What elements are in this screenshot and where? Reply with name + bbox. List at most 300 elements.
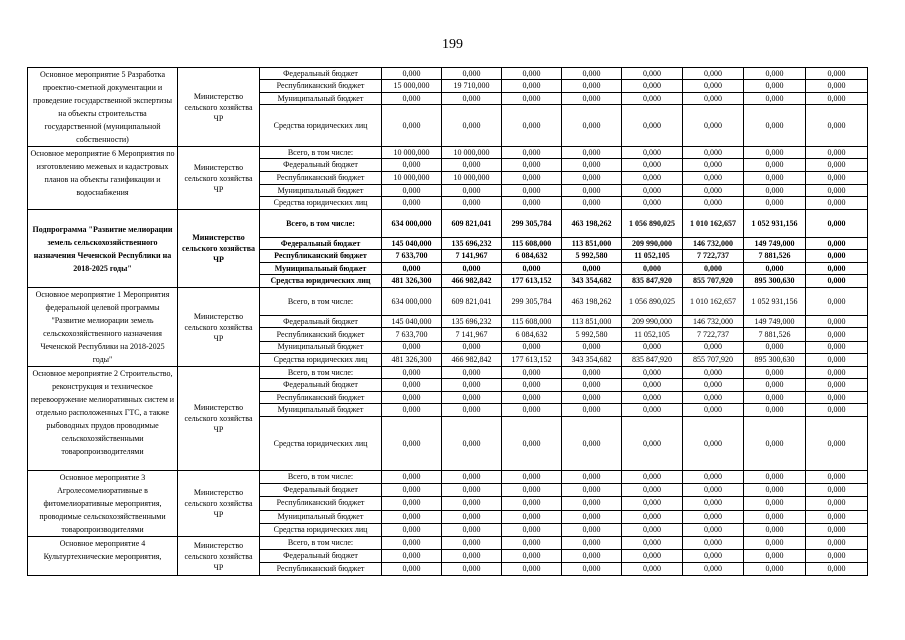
amount-cell: 0,000: [502, 147, 562, 159]
amount-cell: 0,000: [382, 379, 442, 392]
amount-cell: 0,000: [502, 417, 562, 471]
amount-cell: 146 732,000: [683, 316, 744, 328]
amount-cell: 0,000: [806, 93, 868, 105]
amount-cell: 0,000: [683, 523, 744, 536]
amount-cell: 0,000: [442, 93, 502, 105]
amount-cell: 0,000: [683, 341, 744, 353]
table-row: [28, 367, 868, 379]
amount-cell: 7 141,967: [442, 328, 502, 341]
table-row: [28, 68, 868, 80]
amount-cell: 0,000: [622, 185, 683, 197]
amount-cell: 5 992,580: [562, 250, 622, 263]
amount-cell: 463 198,262: [562, 288, 622, 316]
page-number: 199: [442, 37, 463, 52]
amount-cell: 0,000: [806, 250, 868, 263]
amount-cell: 0,000: [442, 105, 502, 147]
amount-cell: 0,000: [744, 404, 806, 417]
funding-source-cell: Всего, в том числе:: [260, 367, 382, 379]
amount-cell: 0,000: [562, 510, 622, 523]
amount-cell: 0,000: [683, 404, 744, 417]
amount-cell: 0,000: [806, 497, 868, 510]
amount-cell: 0,000: [502, 93, 562, 105]
amount-cell: 0,000: [622, 159, 683, 172]
amount-cell: 0,000: [502, 392, 562, 404]
amount-cell: 0,000: [622, 197, 683, 210]
funding-source-cell: Муниципальный бюджет: [260, 93, 382, 105]
amount-cell: 0,000: [683, 105, 744, 147]
amount-cell: 0,000: [806, 510, 868, 523]
amount-cell: 0,000: [744, 93, 806, 105]
amount-cell: 115 608,000: [502, 238, 562, 250]
activity-cell: Основное мероприятие 2 Строительство, реконструкция и техническое перевооружение мелиоративных систем и отдельно расположенных ГТС, а также рыбоводных прудов проводимые сельскохозяйственными товаропроизводителями: [28, 367, 178, 471]
amount-cell: 0,000: [683, 379, 744, 392]
amount-cell: 609 821,041: [442, 210, 502, 238]
amount-cell: 0,000: [622, 263, 683, 275]
amount-cell: 463 198,262: [562, 210, 622, 238]
amount-cell: 0,000: [442, 537, 502, 550]
funding-source-cell: Федеральный бюджет: [260, 550, 382, 563]
amount-cell: 7 141,967: [442, 250, 502, 263]
amount-cell: 0,000: [806, 275, 868, 288]
amount-cell: 0,000: [562, 379, 622, 392]
activity-cell: Основное мероприятие 4 Культуртехнические мероприятия,: [28, 537, 178, 576]
amount-cell: 209 990,000: [622, 316, 683, 328]
amount-cell: 0,000: [562, 563, 622, 576]
amount-cell: 0,000: [744, 367, 806, 379]
amount-cell: 177 613,152: [502, 353, 562, 366]
amount-cell: 0,000: [502, 471, 562, 484]
amount-cell: 0,000: [683, 510, 744, 523]
activity-cell: Основное мероприятие 6 Мероприятия по изготовлению межевых и кадастровых планов на объекты газификации и водоснабжения: [28, 147, 178, 210]
amount-cell: 0,000: [442, 497, 502, 510]
funding-source-cell: Всего, в том числе:: [260, 471, 382, 484]
amount-cell: 0,000: [502, 523, 562, 536]
amount-cell: 10 000,000: [382, 147, 442, 159]
amount-cell: 0,000: [502, 510, 562, 523]
amount-cell: 0,000: [806, 68, 868, 80]
amount-cell: 0,000: [806, 185, 868, 197]
amount-cell: 0,000: [562, 147, 622, 159]
amount-cell: 0,000: [744, 185, 806, 197]
amount-cell: 0,000: [382, 404, 442, 417]
amount-cell: 0,000: [562, 93, 622, 105]
amount-cell: 0,000: [442, 550, 502, 563]
executor-cell: Министерство сельского хозяйства ЧР: [178, 537, 260, 576]
amount-cell: 1 010 162,657: [683, 288, 744, 316]
amount-cell: 0,000: [744, 471, 806, 484]
amount-cell: 0,000: [442, 471, 502, 484]
amount-cell: 0,000: [442, 367, 502, 379]
amount-cell: 0,000: [442, 510, 502, 523]
amount-cell: 0,000: [382, 523, 442, 536]
executor-cell: Министерство сельского хозяйства ЧР: [178, 147, 260, 210]
amount-cell: 634 000,000: [382, 288, 442, 316]
amount-cell: 0,000: [442, 68, 502, 80]
amount-cell: 0,000: [502, 185, 562, 197]
amount-cell: 0,000: [744, 159, 806, 172]
funding-source-cell: Республиканский бюджет: [260, 80, 382, 93]
amount-cell: 0,000: [442, 185, 502, 197]
amount-cell: 0,000: [806, 367, 868, 379]
funding-source-cell: Муниципальный бюджет: [260, 341, 382, 353]
funding-source-cell: Средства юридических лиц: [260, 353, 382, 366]
amount-cell: 299 305,784: [502, 288, 562, 316]
amount-cell: 466 982,842: [442, 275, 502, 288]
amount-cell: 0,000: [622, 80, 683, 93]
amount-cell: 0,000: [502, 367, 562, 379]
amount-cell: 0,000: [683, 471, 744, 484]
amount-cell: 0,000: [744, 105, 806, 147]
amount-cell: 481 326,300: [382, 353, 442, 366]
amount-cell: 0,000: [382, 185, 442, 197]
amount-cell: 0,000: [744, 523, 806, 536]
amount-cell: 115 608,000: [502, 316, 562, 328]
funding-source-cell: Федеральный бюджет: [260, 316, 382, 328]
funding-source-cell: Федеральный бюджет: [260, 159, 382, 172]
amount-cell: 0,000: [744, 68, 806, 80]
amount-cell: 11 052,105: [622, 250, 683, 263]
amount-cell: 481 326,300: [382, 275, 442, 288]
amount-cell: 0,000: [683, 417, 744, 471]
amount-cell: 0,000: [806, 172, 868, 185]
amount-cell: 0,000: [744, 550, 806, 563]
amount-cell: 0,000: [806, 210, 868, 238]
amount-cell: 0,000: [442, 563, 502, 576]
amount-cell: 0,000: [382, 341, 442, 353]
funding-source-cell: Федеральный бюджет: [260, 484, 382, 497]
amount-cell: 0,000: [382, 417, 442, 471]
amount-cell: 1 052 931,156: [744, 210, 806, 238]
amount-cell: 0,000: [806, 392, 868, 404]
amount-cell: 0,000: [562, 537, 622, 550]
amount-cell: 0,000: [622, 341, 683, 353]
amount-cell: 0,000: [744, 263, 806, 275]
amount-cell: 0,000: [744, 510, 806, 523]
funding-source-cell: Республиканский бюджет: [260, 497, 382, 510]
amount-cell: 0,000: [502, 159, 562, 172]
funding-source-cell: Республиканский бюджет: [260, 392, 382, 404]
amount-cell: 0,000: [502, 497, 562, 510]
amount-cell: 149 749,000: [744, 238, 806, 250]
amount-cell: 0,000: [502, 197, 562, 210]
amount-cell: 0,000: [683, 68, 744, 80]
amount-cell: 609 821,041: [442, 288, 502, 316]
amount-cell: 0,000: [806, 80, 868, 93]
amount-cell: 0,000: [622, 404, 683, 417]
amount-cell: 7 633,700: [382, 250, 442, 263]
amount-cell: 0,000: [382, 263, 442, 275]
amount-cell: 0,000: [683, 93, 744, 105]
amount-cell: 11 052,105: [622, 328, 683, 341]
amount-cell: 1 010 162,657: [683, 210, 744, 238]
amount-cell: 0,000: [502, 550, 562, 563]
amount-cell: 0,000: [382, 197, 442, 210]
amount-cell: 0,000: [562, 367, 622, 379]
funding-source-cell: Федеральный бюджет: [260, 238, 382, 250]
amount-cell: 0,000: [683, 484, 744, 497]
amount-cell: 0,000: [806, 404, 868, 417]
amount-cell: 0,000: [683, 537, 744, 550]
amount-cell: 0,000: [744, 341, 806, 353]
amount-cell: 0,000: [683, 185, 744, 197]
amount-cell: 0,000: [806, 379, 868, 392]
executor-cell: Министерство сельского хозяйства ЧР: [178, 288, 260, 367]
amount-cell: 0,000: [562, 159, 622, 172]
amount-cell: 895 300,630: [744, 353, 806, 366]
amount-cell: 0,000: [683, 172, 744, 185]
executor-cell: Министерство сельского хозяйства ЧР: [178, 367, 260, 471]
funding-source-cell: Всего, в том числе:: [260, 210, 382, 238]
activity-cell: Основное мероприятие 5 Разработка проектно-сметной документации и проведение государственной экспертизы на объекты строительства государственной (муниципальной собственности): [28, 68, 178, 147]
amount-cell: 113 851,000: [562, 316, 622, 328]
amount-cell: 0,000: [806, 563, 868, 576]
amount-cell: 0,000: [806, 417, 868, 471]
amount-cell: 6 084,632: [502, 328, 562, 341]
amount-cell: 0,000: [744, 417, 806, 471]
amount-cell: 135 696,232: [442, 238, 502, 250]
funding-source-cell: Средства юридических лиц: [260, 523, 382, 536]
funding-source-cell: Федеральный бюджет: [260, 68, 382, 80]
amount-cell: 0,000: [562, 392, 622, 404]
amount-cell: 0,000: [382, 537, 442, 550]
amount-cell: 19 710,000: [442, 80, 502, 93]
table-row: [28, 537, 868, 550]
funding-source-cell: Республиканский бюджет: [260, 172, 382, 185]
funding-source-cell: Муниципальный бюджет: [260, 510, 382, 523]
amount-cell: 0,000: [382, 68, 442, 80]
amount-cell: 0,000: [622, 379, 683, 392]
amount-cell: 0,000: [382, 367, 442, 379]
activity-cell: Основное мероприятие 3 Агролесомелиоративные в фитомелиоративные мероприятия, проводимые сельскохозяйственными товаропроизводителями: [28, 471, 178, 537]
amount-cell: 0,000: [683, 263, 744, 275]
table-row: [28, 147, 868, 159]
amount-cell: 10 000,000: [442, 172, 502, 185]
amount-cell: 0,000: [562, 80, 622, 93]
amount-cell: 0,000: [442, 379, 502, 392]
funding-source-cell: Республиканский бюджет: [260, 250, 382, 263]
amount-cell: 0,000: [806, 147, 868, 159]
table-row: [28, 288, 868, 316]
amount-cell: 0,000: [562, 105, 622, 147]
amount-cell: 0,000: [562, 497, 622, 510]
amount-cell: 0,000: [683, 367, 744, 379]
amount-cell: 0,000: [442, 392, 502, 404]
amount-cell: 0,000: [622, 537, 683, 550]
amount-cell: 177 613,152: [502, 275, 562, 288]
funding-source-cell: Муниципальный бюджет: [260, 185, 382, 197]
amount-cell: 0,000: [744, 147, 806, 159]
amount-cell: 0,000: [744, 392, 806, 404]
amount-cell: 343 354,682: [562, 275, 622, 288]
amount-cell: 0,000: [622, 510, 683, 523]
amount-cell: 0,000: [502, 563, 562, 576]
amount-cell: 113 851,000: [562, 238, 622, 250]
budget-table: [27, 67, 868, 576]
amount-cell: 0,000: [806, 316, 868, 328]
amount-cell: 0,000: [442, 523, 502, 536]
amount-cell: 0,000: [622, 147, 683, 159]
amount-cell: 0,000: [442, 263, 502, 275]
amount-cell: 0,000: [744, 497, 806, 510]
funding-source-cell: Всего, в том числе:: [260, 537, 382, 550]
amount-cell: 0,000: [502, 172, 562, 185]
amount-cell: 0,000: [744, 563, 806, 576]
amount-cell: 0,000: [683, 159, 744, 172]
amount-cell: 0,000: [562, 263, 622, 275]
amount-cell: 0,000: [562, 172, 622, 185]
amount-cell: 0,000: [382, 563, 442, 576]
executor-cell: Министерство сельского хозяйства ЧР: [178, 471, 260, 537]
amount-cell: 0,000: [502, 105, 562, 147]
funding-source-cell: Всего, в том числе:: [260, 288, 382, 316]
amount-cell: 0,000: [744, 172, 806, 185]
funding-source-cell: Республиканский бюджет: [260, 563, 382, 576]
amount-cell: 135 696,232: [442, 316, 502, 328]
amount-cell: 0,000: [744, 80, 806, 93]
amount-cell: 0,000: [502, 404, 562, 417]
amount-cell: 0,000: [442, 417, 502, 471]
amount-cell: 0,000: [683, 497, 744, 510]
amount-cell: 0,000: [502, 263, 562, 275]
activity-cell: Основное мероприятие 1 Мероприятия федеральной целевой программы "Развитие мелиорации земель сельскохозяйственного назначения Чеченской Республики на 2018-2025 годы": [28, 288, 178, 367]
executor-cell: Министерство сельского хозяйства ЧР: [178, 68, 260, 147]
funding-source-cell: Средства юридических лиц: [260, 105, 382, 147]
amount-cell: 0,000: [806, 263, 868, 275]
amount-cell: 0,000: [622, 172, 683, 185]
funding-source-cell: Средства юридических лиц: [260, 417, 382, 471]
amount-cell: 0,000: [382, 510, 442, 523]
funding-source-cell: Республиканский бюджет: [260, 328, 382, 341]
amount-cell: 835 847,920: [622, 353, 683, 366]
amount-cell: 0,000: [622, 563, 683, 576]
amount-cell: 634 000,000: [382, 210, 442, 238]
amount-cell: 0,000: [382, 484, 442, 497]
amount-cell: 0,000: [806, 159, 868, 172]
amount-cell: 0,000: [502, 537, 562, 550]
amount-cell: 0,000: [806, 288, 868, 316]
amount-cell: 1 052 931,156: [744, 288, 806, 316]
funding-source-cell: Муниципальный бюджет: [260, 263, 382, 275]
amount-cell: 0,000: [622, 392, 683, 404]
amount-cell: 0,000: [806, 550, 868, 563]
amount-cell: 0,000: [806, 471, 868, 484]
amount-cell: 0,000: [744, 197, 806, 210]
amount-cell: 0,000: [622, 417, 683, 471]
amount-cell: 6 084,632: [502, 250, 562, 263]
amount-cell: 0,000: [683, 147, 744, 159]
amount-cell: 0,000: [442, 341, 502, 353]
amount-cell: 0,000: [622, 550, 683, 563]
amount-cell: 0,000: [502, 484, 562, 497]
amount-cell: 895 300,630: [744, 275, 806, 288]
amount-cell: 209 990,000: [622, 238, 683, 250]
amount-cell: 0,000: [744, 379, 806, 392]
amount-cell: 145 040,000: [382, 238, 442, 250]
amount-cell: 0,000: [562, 68, 622, 80]
amount-cell: 0,000: [562, 185, 622, 197]
amount-cell: 855 707,920: [683, 353, 744, 366]
amount-cell: 0,000: [442, 484, 502, 497]
amount-cell: 0,000: [562, 550, 622, 563]
amount-cell: 0,000: [562, 417, 622, 471]
amount-cell: 0,000: [382, 497, 442, 510]
amount-cell: 7 722,737: [683, 250, 744, 263]
amount-cell: 0,000: [683, 550, 744, 563]
amount-cell: 0,000: [683, 80, 744, 93]
amount-cell: 0,000: [806, 484, 868, 497]
amount-cell: 146 732,000: [683, 238, 744, 250]
funding-source-cell: Муниципальный бюджет: [260, 404, 382, 417]
amount-cell: 15 000,000: [382, 80, 442, 93]
amount-cell: 0,000: [622, 93, 683, 105]
amount-cell: 0,000: [622, 105, 683, 147]
amount-cell: 0,000: [562, 471, 622, 484]
amount-cell: 0,000: [622, 523, 683, 536]
amount-cell: 0,000: [382, 550, 442, 563]
amount-cell: 0,000: [622, 471, 683, 484]
amount-cell: 0,000: [806, 328, 868, 341]
amount-cell: 145 040,000: [382, 316, 442, 328]
amount-cell: 7 881,526: [744, 328, 806, 341]
amount-cell: 0,000: [502, 68, 562, 80]
amount-cell: 0,000: [502, 80, 562, 93]
amount-cell: 0,000: [806, 238, 868, 250]
amount-cell: 0,000: [562, 523, 622, 536]
amount-cell: 0,000: [622, 484, 683, 497]
amount-cell: 0,000: [744, 537, 806, 550]
activity-cell: Подпрограмма "Развитие мелиорации земель сельскохозяйственного назначения Чеченской Республики на 2018-2025 годы": [28, 210, 178, 288]
amount-cell: 0,000: [382, 93, 442, 105]
amount-cell: 343 354,682: [562, 353, 622, 366]
funding-source-cell: Всего, в том числе:: [260, 147, 382, 159]
amount-cell: 299 305,784: [502, 210, 562, 238]
amount-cell: 7 722,737: [683, 328, 744, 341]
amount-cell: 7 881,526: [744, 250, 806, 263]
amount-cell: 0,000: [382, 105, 442, 147]
amount-cell: 0,000: [806, 353, 868, 366]
amount-cell: 149 749,000: [744, 316, 806, 328]
amount-cell: 0,000: [442, 159, 502, 172]
amount-cell: 10 000,000: [382, 172, 442, 185]
table-row: [28, 210, 868, 238]
executor-cell: Министерство сельского хозяйства ЧР: [178, 210, 260, 288]
amount-cell: 0,000: [382, 471, 442, 484]
amount-cell: 0,000: [382, 159, 442, 172]
amount-cell: 0,000: [442, 197, 502, 210]
amount-cell: 0,000: [442, 404, 502, 417]
amount-cell: 0,000: [683, 197, 744, 210]
amount-cell: 0,000: [382, 392, 442, 404]
amount-cell: 0,000: [562, 484, 622, 497]
amount-cell: 0,000: [502, 341, 562, 353]
amount-cell: 0,000: [806, 105, 868, 147]
amount-cell: 5 992,580: [562, 328, 622, 341]
amount-cell: 0,000: [622, 367, 683, 379]
amount-cell: 0,000: [562, 404, 622, 417]
amount-cell: 0,000: [744, 484, 806, 497]
amount-cell: 0,000: [806, 341, 868, 353]
amount-cell: 0,000: [683, 563, 744, 576]
amount-cell: 10 000,000: [442, 147, 502, 159]
amount-cell: 7 633,700: [382, 328, 442, 341]
amount-cell: 0,000: [806, 197, 868, 210]
amount-cell: 0,000: [806, 537, 868, 550]
amount-cell: 466 982,842: [442, 353, 502, 366]
funding-source-cell: Федеральный бюджет: [260, 379, 382, 392]
funding-source-cell: Средства юридических лиц: [260, 197, 382, 210]
amount-cell: 0,000: [622, 68, 683, 80]
amount-cell: 0,000: [562, 341, 622, 353]
